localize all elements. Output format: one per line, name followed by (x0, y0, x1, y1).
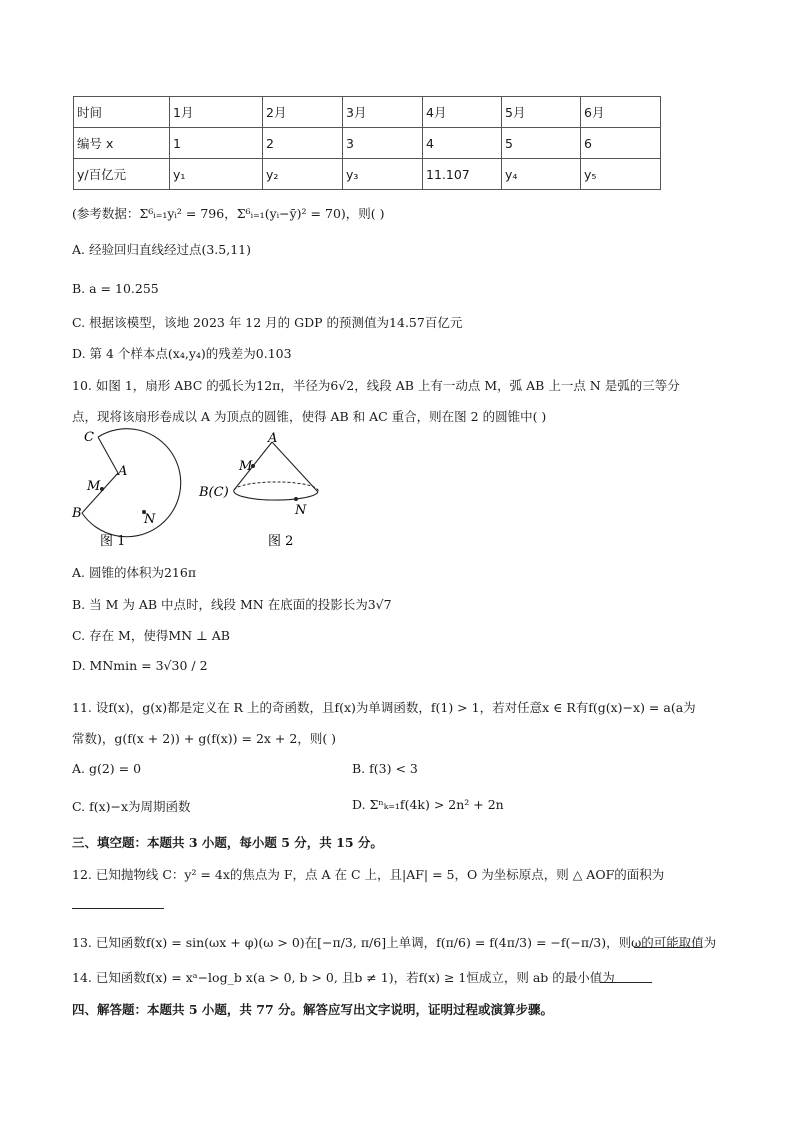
q9-option-b: B. a = 10.255 (72, 281, 159, 296)
table-row (74, 97, 661, 128)
table-cell: 6月 (581, 97, 661, 128)
label-a: A (268, 431, 278, 446)
table-cell: 3月 (343, 97, 423, 128)
q13-answer-blank (634, 946, 702, 948)
table-cell: y₄ (502, 159, 581, 190)
figure-2-caption: 图 2 (268, 534, 294, 549)
q12-stem: 12. 已知抛物线 C：y² = 4x的焦点为 F，点 A 在 C 上，且|AF| = 5，O 为坐标原点，则 △ AOF的面积为 (72, 867, 665, 882)
table-cell: 6 (581, 128, 661, 159)
table-cell: 4 (423, 128, 502, 159)
q10-option-c: C. 存在 M，使得MN ⊥ AB (72, 628, 230, 643)
table-cell: y₂ (263, 159, 343, 190)
table-cell: 2 (263, 128, 343, 159)
table-cell: 3 (343, 128, 423, 159)
q12-answer-blank (72, 907, 164, 909)
label-m: M (239, 459, 253, 474)
table-cell: 5月 (502, 97, 581, 128)
table-cell: 2月 (263, 97, 343, 128)
point-n (294, 497, 298, 501)
q10-option-d: D. MNmin = 3√30 / 2 (72, 658, 208, 673)
q11-option-d: D. Σⁿₖ₌₁f(4k) > 2n² + 2n (352, 797, 504, 812)
q10-option-b: B. 当 M 为 AB 中点时，线段 MN 在底面的投影长为3√7 (72, 597, 392, 612)
q11-option-c: C. f(x)−x为周期函数 (72, 799, 191, 814)
q11-option-a: A. g(2) = 0 (72, 761, 142, 776)
label-n: N (144, 512, 156, 527)
section-3-heading: 三、填空题：本题共 3 小题，每小题 5 分，共 15 分。 (72, 835, 383, 850)
q14-answer-blank (600, 981, 652, 983)
figure-1-sector (70, 425, 190, 555)
table-row (74, 128, 661, 159)
table-cell: 1月 (170, 97, 263, 128)
table-cell: 11.107 (423, 159, 502, 190)
q9-reference-data: (参考数据：Σ⁶ᵢ₌₁yᵢ² = 796，Σ⁶ᵢ₌₁(yᵢ−ȳ)² = 70)，则( ) (72, 206, 385, 221)
table-cell: y₁ (170, 159, 263, 190)
label-bc: B(C) (199, 485, 229, 500)
figure-2-cone (196, 428, 336, 555)
table-cell: y₃ (343, 159, 423, 190)
table-cell: 时间 (74, 97, 170, 128)
label-a: A (118, 464, 128, 479)
point-m (100, 487, 104, 491)
q11-stem-line2: 常数)，g(f(x + 2)) + g(f(x)) = 2x + 2，则( ) (72, 731, 337, 746)
cone-right-edge (272, 442, 318, 492)
table-cell: y₅ (581, 159, 661, 190)
q9-option-d: D. 第 4 个样本点(x₄,y₄)的残差为0.103 (72, 346, 292, 361)
table-cell: y/百亿元 (74, 159, 170, 190)
q11-option-b: B. f(3) < 3 (352, 761, 418, 776)
table-row (74, 159, 661, 190)
label-m: M (87, 479, 101, 494)
q9-option-a: A. 经验回归直线经过点(3.5,11) (72, 242, 251, 257)
table-cell: 1 (170, 128, 263, 159)
table-cell: 4月 (423, 97, 502, 128)
q10-stem-line2: 点，现将该扇形卷成以 A 为顶点的圆锥，使得 AB 和 AC 重合，则在图 2 的圆锥中( ) (72, 409, 547, 424)
table-cell: 5 (502, 128, 581, 159)
table-cell: 编号 x (74, 128, 170, 159)
q10-option-a: A. 圆锥的体积为216π (72, 565, 197, 580)
data-table (73, 96, 661, 190)
q11-stem-line1: 11. 设f(x)，g(x)都是定义在 R 上的奇函数，且f(x)为单调函数，f(1) > 1，若对任意x ∈ R有f(g(x)−x) = a(a为 (72, 700, 696, 715)
figure-1-caption: 图 1 (100, 534, 126, 549)
q14-stem: 14. 已知函数f(x) = xᵃ−log_b x(a > 0, b > 0, 且b ≠ 1)，若f(x) ≥ 1恒成立，则 ab 的最小值为 (72, 970, 615, 985)
label-n: N (295, 503, 307, 518)
label-c: C (84, 430, 94, 445)
q10-stem-line1: 10. 如图 1，扇形 ABC 的弧长为12π，半径为6√2，线段 AB 上有一动点 M，弧 AB 上一点 N 是弧的三等分 (72, 378, 680, 393)
cone-base-back (234, 482, 318, 492)
section-4-heading: 四、解答题：本题共 5 小题，共 77 分。解答应写出文字说明，证明过程或演算步骤。 (72, 1002, 554, 1017)
cone-base-front (234, 490, 318, 500)
label-b: B (72, 506, 82, 521)
q13-stem: 13. 已知函数f(x) = sin(ωx + φ)(ω > 0)在[−π/3, π/6]上单调，f(π/6) = f(4π/3) = −f(−π/3)，则ω的可能取值为 (72, 935, 717, 950)
q9-option-c: C. 根据该模型，该地 2023 年 12 月的 GDP 的预测值为14.57百亿元 (72, 315, 463, 330)
